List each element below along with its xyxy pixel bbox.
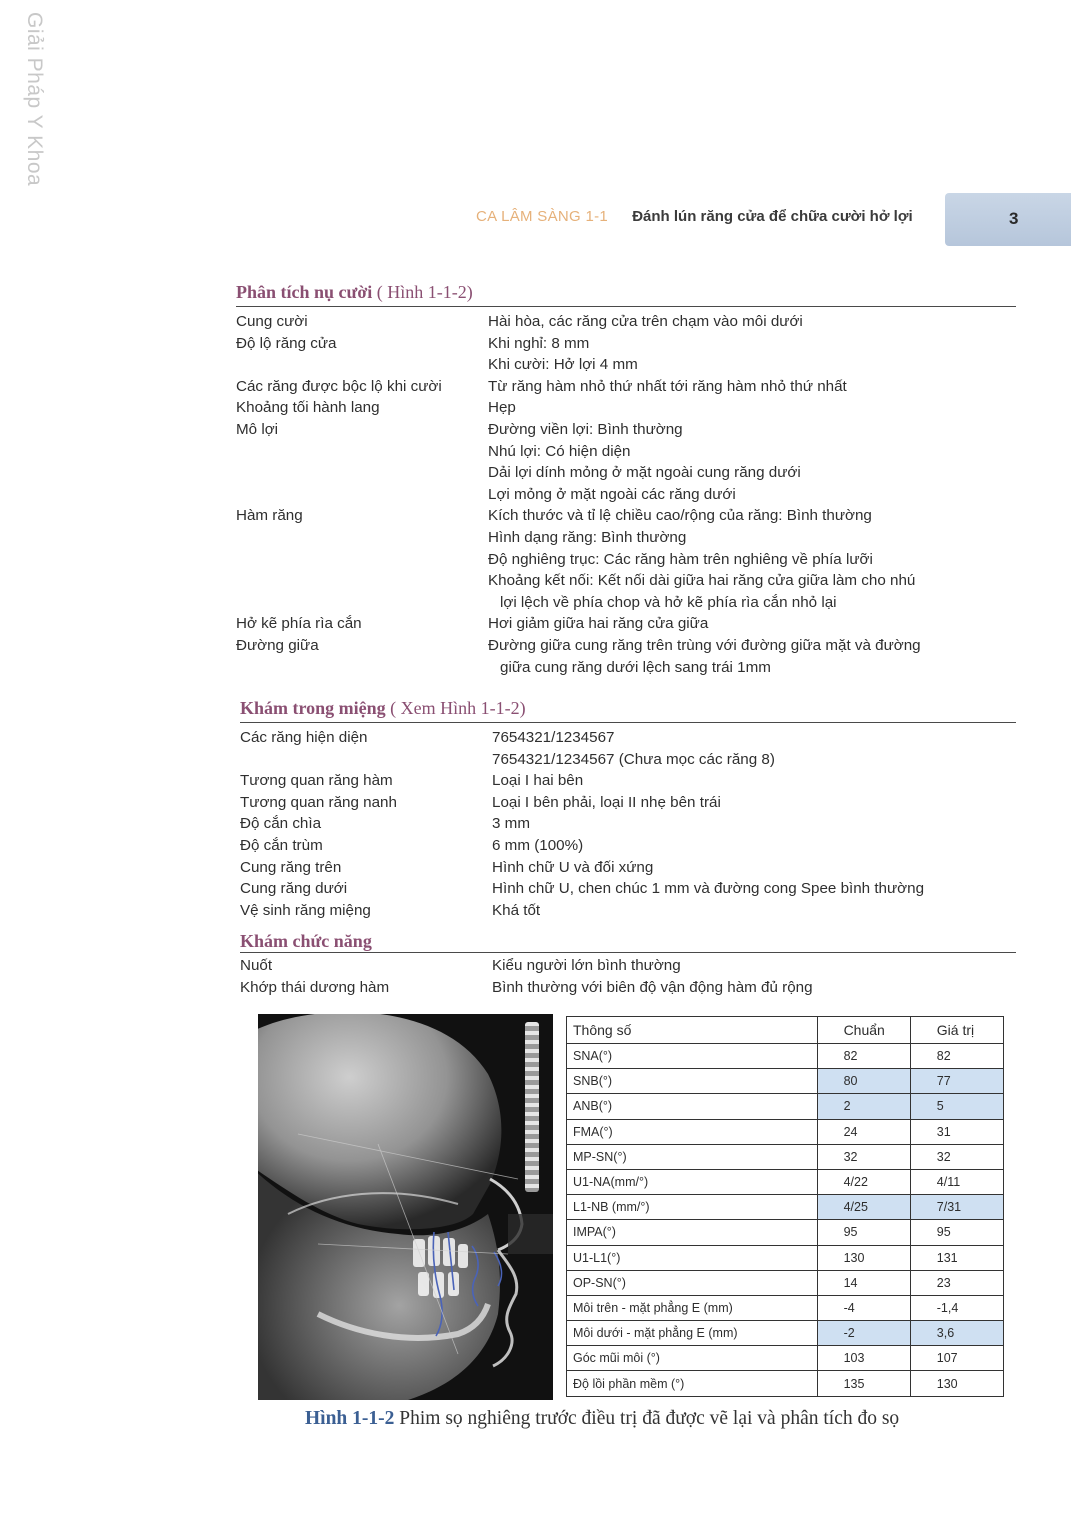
exam-row-label: Cung cười [236, 313, 308, 330]
table-cell-norm: 32 [817, 1144, 910, 1169]
xray-drawing [258, 1014, 553, 1400]
exam-row-value: Loại I bên phải, loại II nhẹ bên trái [492, 793, 721, 811]
exam-row [236, 311, 1016, 333]
table-cell-value: 23 [910, 1270, 1003, 1295]
exam-row-label: Khoảng tối hành lang [236, 399, 380, 417]
column-header-norm: Chuẩn [817, 1017, 910, 1044]
exam-row-label: Tương quan răng nanh [240, 793, 397, 811]
table-cell-norm: 103 [817, 1346, 910, 1371]
exam-row-label: Độ cắn chìa [240, 815, 322, 833]
table-cell-value: 95 [910, 1220, 1003, 1245]
exam-row-values [492, 727, 1016, 770]
exam-row [240, 792, 1016, 814]
exam-row [240, 900, 1016, 922]
page-number-tab [945, 193, 1071, 246]
exam-row-label: Mô lợi [236, 420, 279, 438]
exam-row-values [488, 635, 1016, 678]
exam-row-value: Khi nghỉ: 8 mm [488, 334, 590, 352]
table-row [567, 1371, 1004, 1396]
table-cell-norm: -4 [817, 1295, 910, 1320]
table-cell-parameter: Góc mũi môi (°) [567, 1346, 818, 1371]
table-cell-parameter: U1-NA(mm/°) [567, 1169, 818, 1194]
exam-row-value: Độ nghiêng trục: Các răng hàm trên nghiêng về phía lưỡi [488, 550, 873, 568]
table-row [567, 1220, 1004, 1245]
table-row [567, 1195, 1004, 1220]
table-cell-parameter: SNA(°) [567, 1044, 818, 1069]
table-cell-value: 77 [910, 1069, 1003, 1094]
column-header-parameter: Thông số [567, 1017, 818, 1044]
table-cell-norm: 130 [817, 1245, 910, 1270]
exam-row [240, 813, 1016, 835]
table-cell-value: -1,4 [910, 1295, 1003, 1320]
watermark-text: Giải Pháp Y Khoa [23, 12, 46, 187]
table-row [567, 1346, 1004, 1371]
table-row [567, 1295, 1004, 1320]
exam-row-values [492, 878, 1016, 900]
table-cell-value: 131 [910, 1245, 1003, 1270]
exam-row-value: Nhú lợi: Có hiện diện [488, 442, 631, 460]
exam-row-label: Các răng được bộc lộ khi cười [236, 377, 442, 395]
exam-row-label: Khớp thái dương hàm [240, 978, 390, 996]
exam-row [236, 333, 1016, 376]
table-row [567, 1119, 1004, 1144]
exam-row-value: 7654321/1234567 (Chưa mọc các răng 8) [492, 750, 775, 768]
table-row [567, 1044, 1004, 1069]
case-label: CA LÂM SÀNG 1-1 [476, 208, 609, 225]
exam-row-value: Hình chữ U và đối xứng [492, 858, 654, 876]
functional-rows [240, 955, 1016, 998]
table-cell-parameter: L1-NB (mm/°) [567, 1195, 818, 1220]
table-cell-norm: 24 [817, 1119, 910, 1144]
column-header-value: Giá trị [910, 1017, 1003, 1044]
table-row [567, 1321, 1004, 1346]
exam-row-value: Đường giữa cung răng trên trùng với đường giữa mặt và đường [488, 636, 921, 654]
table-cell-value: 82 [910, 1044, 1003, 1069]
exam-row-value: Khá tốt [492, 901, 541, 919]
exam-row [240, 878, 1016, 900]
exam-row [236, 419, 1016, 505]
exam-row-value: Hình dạng răng: Bình thường [488, 528, 687, 546]
exam-row [236, 613, 1016, 635]
exam-row-values [492, 770, 1016, 792]
table-row [567, 1245, 1004, 1270]
exam-row-values [492, 835, 1016, 857]
table-row [567, 1270, 1004, 1295]
exam-row-value: Hẹp [488, 399, 516, 417]
running-header [476, 208, 913, 225]
section-title-intraoral [240, 698, 1016, 723]
chapter-title: Đánh lún răng cửa để chữa cười hở lợi [632, 208, 913, 225]
exam-row [236, 635, 1016, 678]
exam-row-values [492, 813, 1016, 835]
table-cell-parameter: Môi trên - mặt phẳng E (mm) [567, 1295, 818, 1320]
section-heading: Khám trong miệng [240, 698, 386, 718]
cephalometric-xray-image [258, 1014, 553, 1400]
table-cell-norm: 14 [817, 1270, 910, 1295]
exam-row-value: Loại I hai bên [492, 772, 584, 790]
cephalometric-table-body [567, 1044, 1004, 1397]
exam-row-values [492, 955, 1016, 977]
exam-row [240, 770, 1016, 792]
exam-row-value: 7654321/1234567 [492, 729, 615, 746]
table-cell-value: 107 [910, 1346, 1003, 1371]
figure-label: Hình 1-1-2 [305, 1408, 395, 1429]
table-cell-norm: 2 [817, 1094, 910, 1119]
exam-row-value: lợi lệch về phía chop và hở kẽ phía rìa cắn nhỏ lại [500, 593, 837, 611]
exam-row-values [488, 376, 1016, 398]
exam-row-label: Hở kẽ phía rìa cắn [236, 615, 362, 633]
exam-row [236, 376, 1016, 398]
table-cell-parameter: SNB(°) [567, 1069, 818, 1094]
exam-row-values [492, 857, 1016, 879]
exam-row-value: Dải lợi dính mỏng ở mặt ngoài cung răng dưới [488, 464, 801, 482]
section-figure-ref: ( Xem Hình 1-1-2) [390, 698, 526, 718]
cephalometric-table [566, 1016, 1004, 1397]
exam-row-values [488, 505, 1016, 613]
exam-row-values [492, 792, 1016, 814]
exam-row-values [488, 419, 1016, 505]
exam-row-value: Hình chữ U, chen chúc 1 mm và đường cong Spee bình thường [492, 880, 925, 898]
table-cell-parameter: Môi dưới - mặt phẳng E (mm) [567, 1321, 818, 1346]
exam-row [236, 397, 1016, 419]
table-cell-value: 31 [910, 1119, 1003, 1144]
table-cell-parameter: OP-SN(°) [567, 1270, 818, 1295]
calibration-ruler [525, 1022, 539, 1192]
exam-row [240, 955, 1016, 977]
table-row [567, 1094, 1004, 1119]
exam-row-label: Độ cắn trùm [240, 836, 323, 854]
section-heading: Khám chức năng [240, 931, 372, 951]
table-cell-parameter: FMA(°) [567, 1119, 818, 1144]
exam-row-value: Từ răng hàm nhỏ thứ nhất tới răng hàm nhỏ thứ nhất [488, 377, 847, 395]
figure-caption [305, 1408, 899, 1430]
exam-row-values [492, 900, 1016, 922]
table-cell-value: 3,6 [910, 1321, 1003, 1346]
smile-rows [236, 311, 1016, 678]
table-cell-parameter: ANB(°) [567, 1094, 818, 1119]
exam-row-values [488, 333, 1016, 376]
exam-row-values [488, 311, 1016, 333]
exam-row [236, 505, 1016, 613]
figure-caption-text: Phim sọ nghiêng trước điều trị đã được vẽ lại và phân tích đo sọ [399, 1408, 900, 1429]
table-cell-norm: 135 [817, 1371, 910, 1396]
exam-row-label: Vệ sinh răng miệng [240, 901, 371, 919]
exam-row-values [488, 397, 1016, 419]
table-row [567, 1069, 1004, 1094]
exam-row-value: giữa cung răng dưới lệch sang trái 1mm [500, 658, 771, 676]
exam-row-value: Khoảng kết nối: Kết nối dài giữa hai răng cửa giữa làm cho nhú [488, 572, 916, 590]
table-cell-parameter: U1-L1(°) [567, 1245, 818, 1270]
exam-row-value: Khi cười: Hở lợi 4 mm [488, 356, 638, 374]
table-cell-value: 4/11 [910, 1169, 1003, 1194]
table-cell-norm: 95 [817, 1220, 910, 1245]
table-cell-norm: 80 [817, 1069, 910, 1094]
table-cell-value: 32 [910, 1144, 1003, 1169]
exam-row-value: Đường viền lợi: Bình thường [488, 420, 683, 438]
table-row [567, 1169, 1004, 1194]
table-cell-parameter: IMPA(°) [567, 1220, 818, 1245]
exam-row-values [492, 977, 1016, 999]
exam-row [240, 977, 1016, 999]
exam-row-value: 3 mm [492, 815, 530, 833]
section-heading: Phân tích nụ cười [236, 282, 373, 302]
section-title-functional [240, 931, 1016, 953]
table-header-row [567, 1017, 1004, 1044]
page-number: 3 [1009, 209, 1019, 228]
exam-row-value: Kiểu người lớn bình thường [492, 957, 681, 974]
exam-row [240, 857, 1016, 879]
section-intraoral-exam [240, 698, 1016, 921]
exam-row-value: Lợi mỏng ở mặt ngoài các răng dưới [488, 485, 736, 503]
exam-row-value: Hài hòa, các răng cửa trên chạm vào môi dưới [488, 313, 803, 330]
table-cell-value: 5 [910, 1094, 1003, 1119]
section-functional-exam [240, 931, 1016, 998]
exam-row-value: Bình thường với biên độ vận động hàm đủ rộng [492, 978, 813, 996]
exam-row-label: Tương quan răng hàm [240, 772, 393, 790]
table-cell-norm: -2 [817, 1321, 910, 1346]
table-row [567, 1144, 1004, 1169]
exam-row-label: Đường giữa [236, 636, 319, 654]
exam-row-label: Các răng hiện diện [240, 729, 368, 746]
exam-row-value: Kích thước và tỉ lệ chiều cao/rộng của răng: Bình thường [488, 507, 872, 525]
table-cell-norm: 4/25 [817, 1195, 910, 1220]
exam-row-label: Độ lộ răng cửa [236, 334, 337, 352]
table-cell-norm: 82 [817, 1044, 910, 1069]
exam-row [240, 835, 1016, 857]
table-cell-value: 7/31 [910, 1195, 1003, 1220]
table-cell-parameter: MP-SN(°) [567, 1144, 818, 1169]
exam-row-label: Hàm răng [236, 507, 303, 525]
table-cell-value: 130 [910, 1371, 1003, 1396]
exam-row [240, 727, 1016, 770]
exam-row-value: 6 mm (100%) [492, 836, 584, 854]
exam-row-values [488, 613, 1016, 635]
table-cell-norm: 4/22 [817, 1169, 910, 1194]
intraoral-rows [240, 727, 1016, 921]
exam-row-label: Nuốt [240, 957, 273, 974]
exam-row-label: Cung răng trên [240, 858, 342, 876]
exam-row-label: Cung răng dưới [240, 880, 348, 898]
section-figure-ref: ( Hình 1-1-2) [376, 282, 473, 302]
section-title-smile [236, 282, 1016, 307]
section-smile-analysis [236, 282, 1016, 678]
exam-row-value: Hơi giảm giữa hai răng cửa giữa [488, 615, 709, 633]
table-cell-parameter: Độ lồi phần mềm (°) [567, 1371, 818, 1396]
